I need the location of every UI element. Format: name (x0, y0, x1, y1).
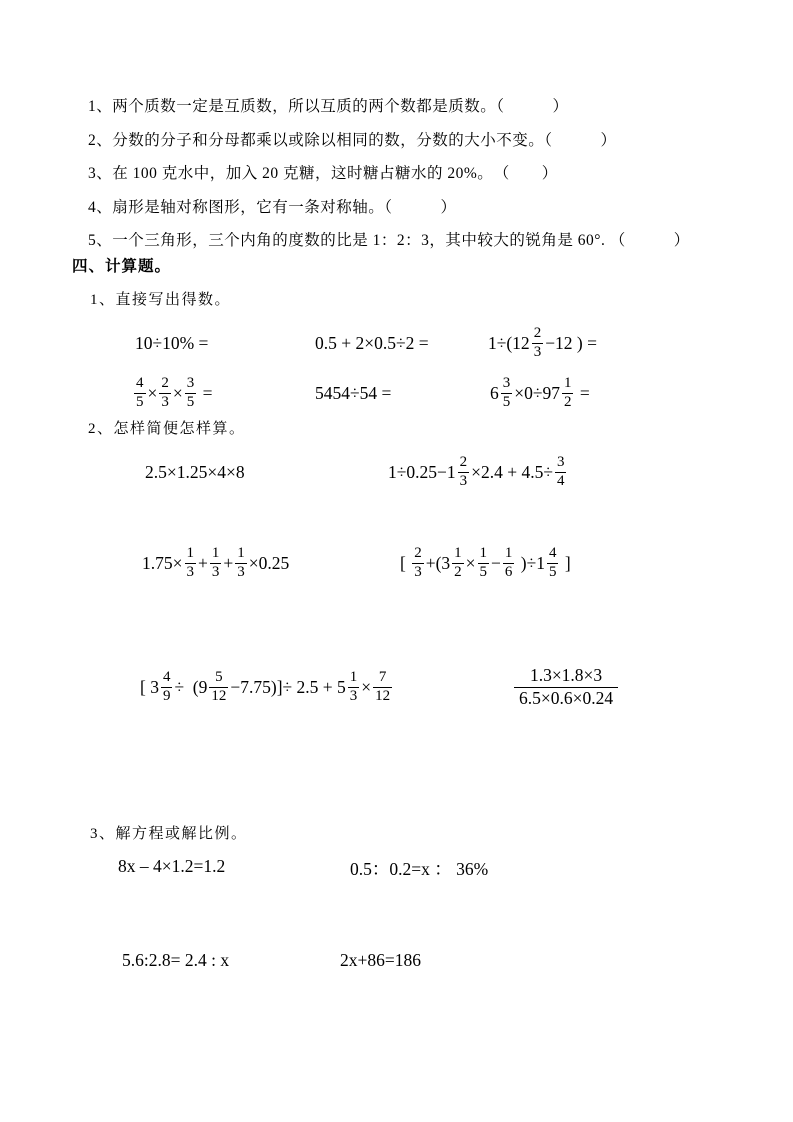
math-expression-simplify-3: 1.75× $\frac{1}{3}$ + $\frac{1}{3}$ + $\frac{1}{3}$ ×0.25 (142, 545, 290, 580)
math-expression-simplify-1: 2.5×1.25×4×8 (145, 461, 245, 482)
math-expression-direct-1: 10÷10% = (135, 332, 209, 353)
math-expression-direct-3: 1÷(12 $\frac{2}{3}$ −12 ) = (488, 325, 598, 360)
math-expression-direct-4: $\frac{4}{5}$ × $\frac{2}{3}$ × $\frac{3}{5}$ = (136, 375, 213, 410)
math-expression-direct-2: 0.5 + 2×0.5÷2 = (315, 332, 429, 353)
equation-3: 5.6:2.8= 2.4 : x (122, 950, 230, 970)
math-expression-simplify-2: 1÷0.25−1 $\frac{2}{3}$ ×2.4 + 4.5÷ $\frac{3}{4}$ (388, 454, 565, 489)
math-expression-direct-6: 6 $\frac{3}{5}$ ×0÷97 $\frac{1}{2}$ = (490, 375, 590, 410)
tf-item-3: 3、在 100 克水中，加入 20 克糖，这时糖占糖水的 20%。 （ ） (88, 165, 558, 183)
sub1-title: 1、直接写出得数。 (90, 292, 232, 308)
math-expression-simplify-5: [ 3 $\frac{4}{9}$ ÷ (9 $\frac{5}{12}$ −7.75)]÷ 2.5 + 5 $\frac{1}{3}$ × $\frac{7}{12}$ (140, 669, 391, 704)
tf-item-4: 4、扇形是轴对称图形，它有一条对称轴。（ ） (88, 198, 457, 216)
equation-2: 0.5：0.2=x ： 36% (350, 859, 489, 879)
math-expression-direct-5: 5454÷54 = (315, 382, 392, 403)
tf-item-2: 2、分数的分子和分母都乘以或除以相同的数，分数的大小不变。（ ） (88, 131, 617, 149)
tf-item-5: 5、一个三角形，三个内角的度数的比是 1：2：3，其中较大的锐角是 60°. （ ） (88, 232, 690, 250)
section4-title: 四、计算题。 (72, 258, 172, 275)
true-false-list (88, 90, 748, 258)
equation-4: 2x+86=186 (340, 950, 421, 970)
tf-item-1: 1、两个质数一定是互质数，所以互质的两个数都是质数。（ ） (88, 98, 569, 115)
math-expression-simplify-6: $\frac{1.3\times 1.8\times 3}{6.5\times 0.6\times 0.24}$ (512, 659, 620, 715)
equation-1: 8x – 4×1.2=1.2 (118, 856, 226, 876)
sub3-title: 3、解方程或解比例。 (90, 826, 248, 842)
math-expression-simplify-4: [ $\frac{2}{3}$ +(3 $\frac{1}{2}$ × $\frac{1}{5}$ − $\frac{1}{6}$ )÷1 $\frac{4}{5}$ ] (400, 545, 571, 580)
sub2-title: 2、怎样简便怎样算。 (88, 421, 246, 437)
